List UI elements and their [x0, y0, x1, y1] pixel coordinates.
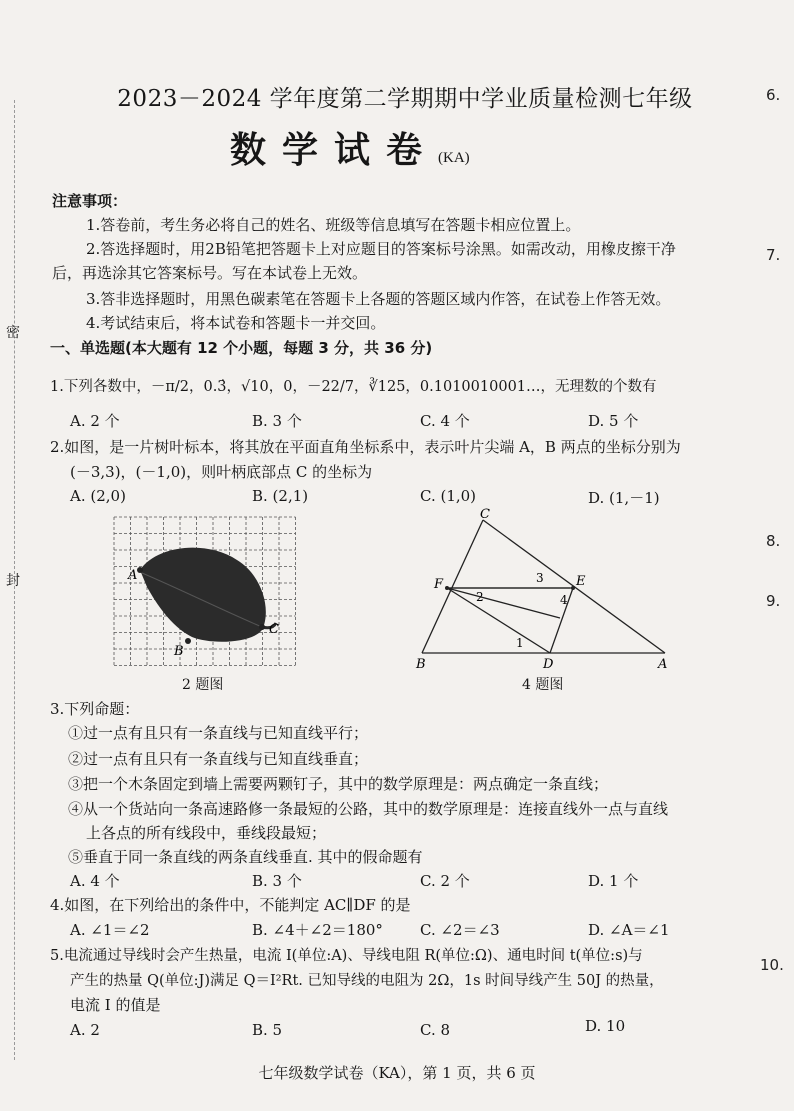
binding-label-feng: 封: [6, 573, 20, 589]
q2-option-d: D. (1,－1): [588, 489, 660, 507]
q3-statement: ④从一个货站向一条高速路修一条最短的公路，其中的数学原理是：连接直线外一点与直线: [68, 800, 669, 818]
fig2-caption: 2 题图: [182, 677, 224, 693]
point-a-dot: [137, 567, 143, 573]
note-item: 后，再选涂其它答案标号。写在本试卷上无效。: [52, 264, 368, 282]
q1-option-b: B. 3 个: [252, 412, 302, 430]
q4-option-c: C. ∠2＝∠3: [420, 921, 500, 939]
point-e-dot: [571, 586, 575, 590]
q3-statement: ⑤垂直于同一条直线的两条直线垂直. 其中的假命题有: [68, 848, 423, 866]
leaf-shape: [140, 548, 266, 642]
q1-option-c: C. 4 个: [420, 412, 470, 430]
edge-number: 6.: [766, 86, 781, 104]
note-item: 1.答卷前，考生务必将自己的姓名、班级等信息填写在答题卡相应位置上。: [86, 216, 581, 234]
point-f-dot: [445, 586, 449, 590]
q4-option-a: A. ∠1＝∠2: [70, 921, 150, 939]
fig2-label-b: B: [174, 644, 184, 659]
question-2-stem-cont: (－3,3)，(－1,0)，则叶柄底部点 C 的坐标为: [70, 463, 373, 481]
q3-statement-cont: 上各点的所有线段中，垂线段最短；: [86, 824, 327, 842]
question-5-stem: 5.电流通过导线时会产生热量，电流 I(单位:A)、导线电阻 R(单位:Ω)、通电时间 t(单位:s)与: [50, 948, 643, 964]
q3-option-a: A. 4 个: [70, 872, 120, 890]
q4-option-d: D. ∠A＝∠1: [588, 921, 670, 939]
q2-option-a: A. (2,0): [70, 487, 126, 505]
note-item: 4.考试结束后，将本试卷和答题卡一并交回。: [86, 314, 386, 332]
fig2-label-c: C: [269, 622, 279, 637]
leaf-grid-figure: [112, 515, 302, 670]
edge-number: 10.: [760, 956, 784, 974]
edge-number: 8.: [766, 532, 781, 550]
subject-title: 数学试卷: [230, 130, 439, 171]
q3-statement: ②过一点有且只有一条直线与已知直线垂直；: [68, 750, 369, 768]
q3-statement: ③把一个木条固定到墙上需要两颗钉子，其中的数学原理是：两点确定一条直线；: [68, 775, 609, 793]
q1-option-a: A. 2 个: [70, 412, 120, 430]
fig2-label-a: A: [128, 568, 138, 583]
edge-number: 7.: [766, 246, 781, 264]
q5-option-a: A. 2: [70, 1021, 100, 1039]
fig4-label-a: A: [658, 657, 668, 672]
q4-option-b: B. ∠4＋∠2＝180°: [252, 921, 383, 939]
fig4-angle-4: 4: [560, 593, 568, 607]
q3-option-b: B. 3 个: [252, 872, 302, 890]
fig4-label-d: D: [543, 657, 554, 672]
fig4-label-f: F: [434, 577, 444, 592]
fig4-label-c: C: [480, 508, 490, 522]
question-5-stem-cont: 电流 I 的值是: [70, 996, 161, 1014]
fig4-angle-2: 2: [476, 590, 484, 604]
q1-option-d: D. 5 个: [588, 412, 639, 430]
fig4-angle-1: 1: [516, 636, 524, 650]
section-heading: 一、单选题(本大题有 12 个小题，每题 3 分，共 36 分): [50, 339, 433, 357]
fig4-label-e: E: [576, 574, 586, 589]
fig4-caption: 4 题图: [522, 677, 564, 693]
question-4-stem: 4.如图，在下列给出的条件中，不能判定 AC∥DF 的是: [50, 896, 411, 914]
note-item: 2.答选择题时，用2B铅笔把答题卡上对应题目的答案标号涂黑。如需改动，用橡皮擦干净: [86, 240, 676, 258]
binding-label-mi: 密: [6, 325, 20, 341]
edge-number: 9.: [766, 592, 781, 610]
point-b-dot: [185, 638, 191, 644]
q2-option-c: C. (1,0): [420, 487, 477, 505]
q3-statement: ①过一点有且只有一条直线与已知直线平行；: [68, 724, 369, 742]
question-5-stem-cont: 产生的热量 Q(单位:J)满足 Q＝I²Rt. 已知导线的电阻为 2Ω，1s 时间导线产生 50J 的热量，: [70, 973, 664, 989]
q3-option-d: D. 1 个: [588, 872, 639, 890]
fig4-label-b: B: [416, 657, 426, 672]
triangle-figure: [410, 508, 680, 673]
exam-subtitle: [230, 122, 470, 173]
page-footer: 七年级数学试卷（KA），第 1 页，共 6 页: [258, 1064, 536, 1082]
q3-option-c: C. 2 个: [420, 872, 470, 890]
question-3-stem: 3.下列命题：: [50, 700, 140, 718]
q5-option-c: C. 8: [420, 1021, 451, 1039]
exam-title: 2023－2024 学年度第二学期期中学业质量检测七年级: [117, 86, 693, 112]
q5-option-d: D. 10: [585, 1017, 626, 1035]
notes-heading: 注意事项：: [52, 192, 128, 210]
note-item: 3.答非选择题时，用黑色碳素笔在答题卡上各题的答题区域内作答，在试卷上作答无效。: [86, 290, 671, 308]
question-2-stem: 2.如图，是一片树叶标本，将其放在平面直角坐标系中，表示叶片尖端 A，B 两点的坐标分别为: [50, 438, 681, 456]
question-1-stem: 1.下列各数中，－π/2，0.3̇，√10，0，－22/7，∛125，0.1010010001…，无理数的个数有: [50, 379, 657, 395]
fig4-angle-3: 3: [536, 571, 544, 585]
q5-option-b: B. 5: [252, 1021, 283, 1039]
q2-option-b: B. (2,1): [252, 487, 309, 505]
version-code: (KA): [438, 150, 470, 166]
point-c-dot: [259, 624, 265, 630]
triangle-lines: [422, 520, 665, 653]
